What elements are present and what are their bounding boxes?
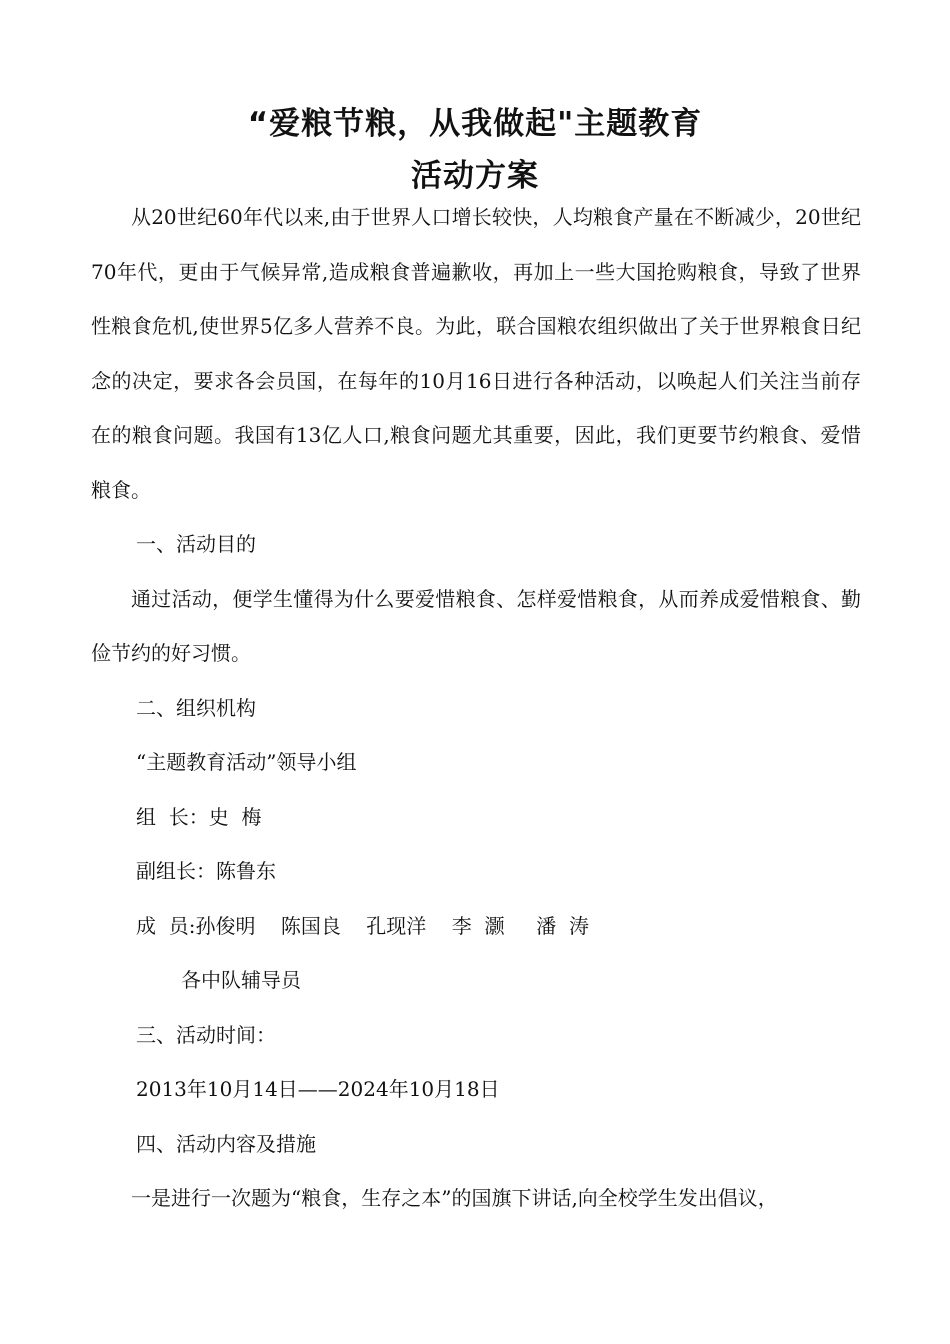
intro-paragraph: 从20世纪60年代以来,由于世界人口增长较快，人均粮食产量在不断减少，20世纪70年代，更由于气候异常,造成粮食普遍歉收，再加上一些大国抢购粮食，导致了世界性粮食危机,使世界5亿多人营养不良。为此，联合国粮农组织做出了关于世界粮食日纪念的决定，要求各会员国，在每年的10月16日进行各种活动，以唤起人们关注当前存在的粮食问题。我国有13亿人口,粮食问题尤其重要，因此，我们更要节约粮食、爱惜粮食。 xyxy=(91,205,861,502)
section4-text: 一是进行一次题为“粮食，生存之本”的国旗下讲话,向全校学生发出倡议， xyxy=(131,1186,778,1210)
group-members-extra: 各中队辅导员 xyxy=(181,968,301,992)
group-members: 成 员:孙俊明 陈国良 孔现洋 李 灏 潘 涛 xyxy=(136,913,589,938)
section3-heading: 三、活动时间： xyxy=(136,1022,276,1047)
activity-dates: 2013年10月14日——2024年10月18日 xyxy=(136,1077,500,1101)
group-leader: 组 长：史 梅 xyxy=(136,804,262,829)
document-title-line2: 活动方案 xyxy=(411,158,539,194)
document-body xyxy=(91,190,861,1226)
section2-heading: 二、组织机构 xyxy=(136,695,256,720)
section4-heading: 四、活动内容及措施 xyxy=(136,1131,316,1156)
section1-text: 通过活动，便学生懂得为什么要爱惜粮食、怎样爱惜粮食，从而养成爱惜粮食、勤俭节约的好习惯。 xyxy=(91,586,861,665)
group-vice-leader: 副组长：陈鲁东 xyxy=(136,859,276,883)
section1-heading: 一、活动目的 xyxy=(136,532,256,556)
document-title-line1: “爱粮节粮，从我做起"主题教育 xyxy=(247,106,703,142)
group-name: “主题教育活动”领导小组 xyxy=(136,750,357,774)
